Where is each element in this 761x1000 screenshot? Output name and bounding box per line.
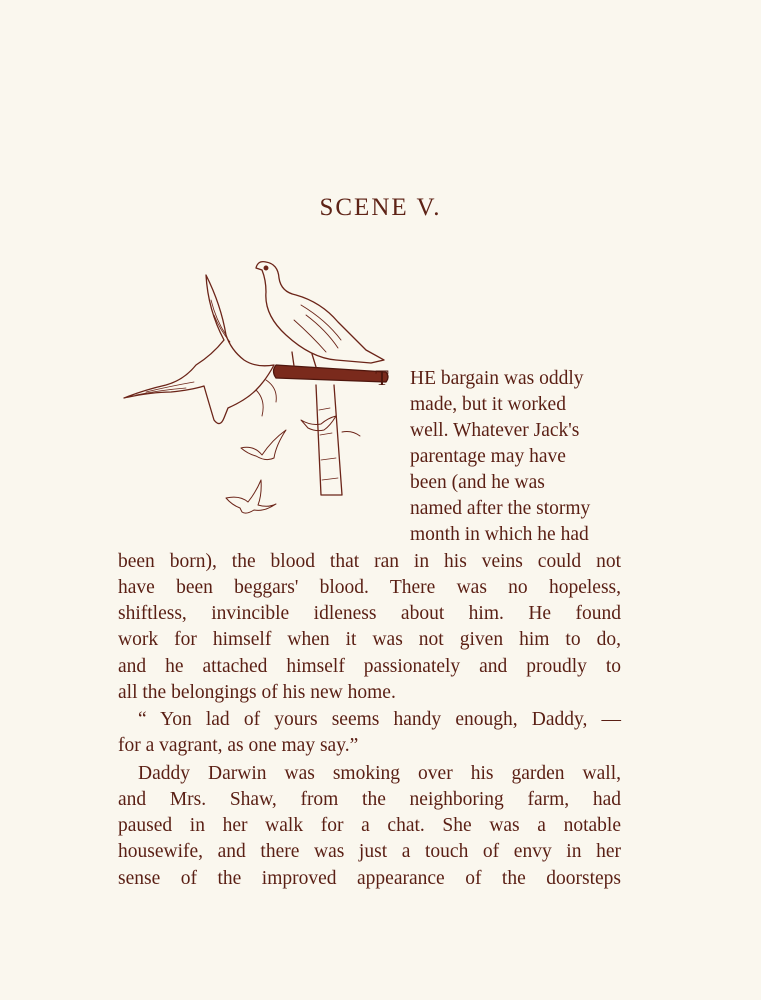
drop-cap-t [372,366,392,388]
text-line: all the belongings of his new home. [118,682,396,703]
text-line: sense of the improved appearance of the doorsteps [118,868,621,889]
text-line: shiftless, invincible idleness about him. He found [118,603,621,624]
text-line: “ Yon lad of yours seems handy enough, Daddy, — [138,709,621,730]
text-line: paused in her walk for a chat. She was a notable [118,815,621,836]
pigeons-illustration [116,240,406,520]
svg-text:T: T [375,366,389,388]
text-line: and he attached himself passionately and proudly to [118,656,621,677]
text-line: housewife, and there was just a touch of envy in her [118,841,621,862]
text-line: and Mrs. Shaw, from the neighboring farm, had [118,789,621,810]
text-line: been born), the blood that ran in his veins could not [118,551,621,572]
text-line: parentage may have [410,446,566,467]
text-line: well. Whatever Jack's [410,420,580,441]
text-line: named after the stormy [410,498,591,519]
text-line: have been beggars' blood. There was no hopeless, [118,577,621,598]
text-line: work for himself when it was not given him to do, [118,629,621,650]
scene-title: SCENE V. [319,194,442,221]
text-line: HE bargain was oddly [410,368,584,389]
text-line: Daddy Darwin was smoking over his garden wall, [138,763,621,784]
text-line: for a vagrant, as one may say.” [118,735,359,756]
text-line: been (and he was [410,472,545,493]
text-line: made, but it worked [410,394,566,415]
text-line: month in which he had [410,524,589,545]
